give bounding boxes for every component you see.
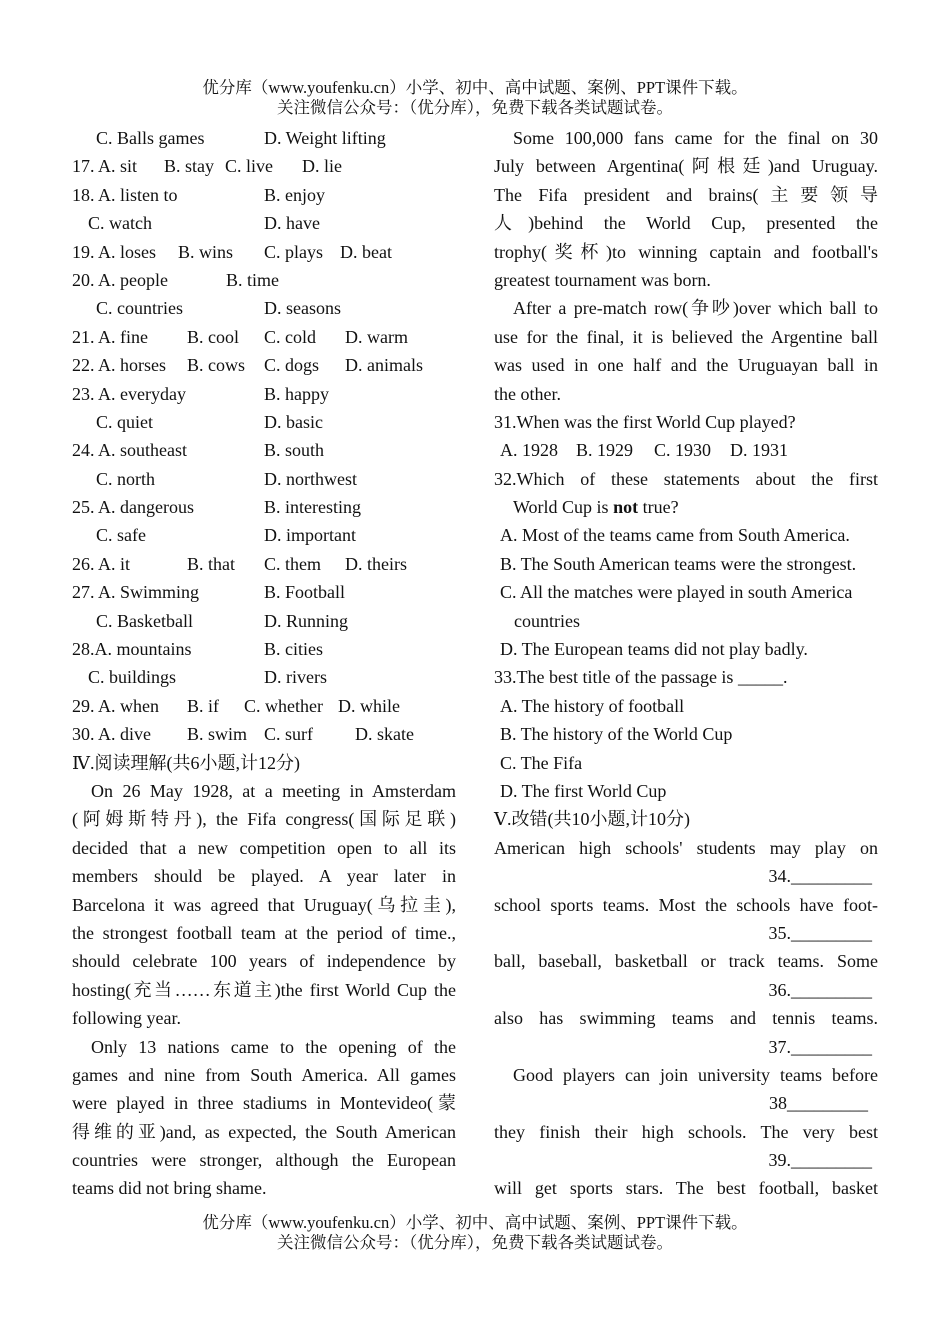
q16-option-c: C. Balls games — [96, 128, 205, 148]
q30-option-a: 30. A. dive — [72, 724, 151, 745]
error-line: ball, baseball, basketball or track teams. Some — [494, 951, 878, 972]
left-column — [72, 124, 456, 1203]
q23-option-a: 23. A. everyday — [72, 383, 186, 404]
q33-option-a: A. The history of football — [500, 695, 685, 716]
q23-option-d: D. basic — [264, 411, 323, 432]
passage-line: members should be played. A year later in — [72, 866, 456, 887]
q31-option-c: C. 1930 — [654, 440, 712, 461]
q32-option-a: A. Most of the teams came from South America. — [500, 525, 850, 546]
answer-blank[interactable]: 34._________ — [768, 866, 872, 887]
q27-option-d: D. Running — [264, 610, 349, 631]
q21-option-a: 21. A. fine — [72, 326, 148, 347]
header-line-2: 关注微信公众号：（优分库），免费下载各类试题试卷。 — [277, 98, 673, 117]
q29-option-c: C. whether — [244, 695, 323, 716]
q25-option-a: 25. A. dangerous — [72, 497, 194, 518]
q30-option-b: B. swim — [187, 724, 248, 745]
q27-row-2 — [72, 607, 456, 635]
passage-line: After a pre-match row(争吵)over which ball to — [513, 298, 878, 319]
q32-option-c: C. All the matches were played in south America — [500, 582, 853, 603]
q22-row — [72, 351, 456, 379]
error-line: they finish their high schools. The very best — [494, 1121, 878, 1142]
q25-option-b: B. interesting — [264, 497, 361, 518]
q18-row-2 — [72, 209, 456, 237]
q18-option-b: B. enjoy — [264, 184, 325, 205]
passage-line: trophy(奖杯)to winning captain and football's — [494, 241, 878, 262]
q32-stem-pre: World Cup is — [513, 497, 614, 518]
q23-row-1 — [72, 380, 456, 408]
q18-option-a: 18. A. listen to — [72, 184, 178, 205]
q28-row-2 — [72, 663, 456, 691]
q31-option-d: D. 1931 — [730, 440, 788, 461]
q33-option-b: B. The history of the World Cup — [500, 724, 733, 745]
q23-row-2 — [72, 408, 456, 436]
q26-option-a: 26. A. it — [72, 553, 131, 574]
q22-option-d: D. animals — [345, 355, 423, 376]
q31-stem: 31.When was the first World Cup played? — [494, 411, 796, 432]
q26-row — [72, 550, 456, 578]
q33-stem: 33.The best title of the passage is _____. — [494, 667, 788, 688]
passage-line: Some 100,000 fans came for the final on 30 — [513, 128, 878, 148]
passage-line: 得维的亚)and, as expected, the South American — [72, 1121, 456, 1142]
q20-option-b: B. time — [226, 269, 279, 290]
passage-line: should celebrate 100 years of independence by — [72, 951, 456, 972]
q29-option-a: 29. A. when — [72, 695, 159, 716]
q29-option-b: B. if — [187, 695, 220, 716]
q31-options-row — [494, 436, 878, 464]
error-line: school sports teams. Most the schools have foot- — [494, 894, 878, 915]
passage-line: (阿姆斯特丹), the Fifa congress(国际足联) — [72, 809, 456, 830]
section-5-heading: Ⅴ.改错(共10小题,计10分) — [494, 809, 690, 830]
q30-row — [72, 720, 456, 748]
right-column — [494, 124, 878, 1203]
q16-options-row — [72, 124, 456, 152]
q22-option-c: C. dogs — [264, 355, 320, 376]
q19-option-b: B. wins — [178, 241, 234, 262]
q30-option-c: C. surf — [264, 724, 313, 745]
q29-option-d: D. while — [338, 695, 400, 716]
q22-option-b: B. cows — [187, 355, 245, 376]
q28-option-c: C. buildings — [88, 667, 177, 688]
passage-line: 人)behind the World Cup, presented the — [494, 213, 878, 234]
header-line-1: 优分库（www.youfenku.cn）小学、初中、高中试题、案例、PPT课件下载。 — [202, 78, 748, 97]
q17-option-c: C. live — [225, 156, 273, 177]
passage-line: On 26 May 1928, at a meeting in Amsterdam — [91, 780, 456, 801]
q33-option-d: D. The first World Cup — [500, 780, 667, 801]
q26-option-c: C. them — [264, 553, 321, 574]
passage-line: games and nine from South America. All games — [72, 1064, 456, 1085]
answer-blank[interactable]: 37._________ — [768, 1036, 872, 1057]
q21-option-d: D. warm — [345, 326, 408, 347]
q20-option-d: D. seasons — [264, 298, 341, 319]
q23-option-c: C. quiet — [96, 411, 153, 432]
q24-option-d: D. northwest — [264, 468, 357, 489]
answer-blank[interactable]: 36._________ — [768, 979, 872, 1000]
error-line: will get sports stars. The best football, basket — [494, 1178, 878, 1199]
passage-line: Only 13 nations came to the opening of the — [91, 1036, 456, 1057]
q33-option-c: C. The Fifa — [500, 752, 583, 773]
q24-option-c: C. north — [96, 468, 156, 489]
passage-line: were played in three stadiums in Montevideo(蒙 — [72, 1093, 456, 1114]
q29-row — [72, 692, 456, 720]
q32-stem-cont — [494, 493, 878, 521]
q19-option-a: 19. A. loses — [72, 241, 157, 262]
q24-option-b: B. south — [264, 440, 325, 461]
q21-option-c: C. cold — [264, 326, 316, 347]
q32-not-emphasis: not — [613, 497, 639, 518]
q27-option-b: B. Football — [264, 582, 346, 603]
q28-option-b: B. cities — [264, 639, 323, 660]
passage-line: greatest tournament was born. — [494, 269, 711, 290]
q32-stem: 32.Which of these statements about the first — [494, 468, 878, 489]
page-header — [0, 78, 950, 118]
passage-line: teams did not bring shame. — [72, 1178, 267, 1199]
q28-row-1 — [72, 635, 456, 663]
q25-option-d: D. important — [264, 525, 356, 546]
q20-option-c: C. countries — [96, 298, 183, 319]
q26-option-d: D. theirs — [345, 553, 407, 574]
passage-line: use for the final, it is believed the Argentine ball — [494, 326, 878, 347]
passage-line: countries were stronger, although the European — [72, 1150, 456, 1171]
q30-option-d: D. skate — [355, 724, 414, 745]
passage-line: was used in one half and the Uruguayan ball in — [494, 355, 878, 376]
q27-option-c: C. Basketball — [96, 610, 193, 631]
answer-blank[interactable]: 35._________ — [768, 922, 872, 943]
error-line: American high schools' students may play on — [494, 837, 878, 858]
q31-option-a: A. 1928 — [500, 440, 558, 461]
q32-option-d: D. The European teams did not play badly. — [500, 639, 808, 660]
q18-row-1 — [72, 181, 456, 209]
q32-stem-post: true? — [638, 497, 679, 518]
passage-line: the other. — [494, 383, 561, 404]
error-line: Good players can join university teams before — [513, 1064, 878, 1085]
passage-line: hosting(充当……东道主)the first World Cup the — [72, 979, 456, 1000]
q27-option-a: 27. A. Swimming — [72, 582, 200, 603]
passage-line: July between Argentina(阿根廷)and Uruguay. — [494, 156, 878, 177]
q17-option-b: B. stay — [164, 156, 215, 177]
q28-option-d: D. rivers — [264, 667, 327, 688]
q18-option-c: C. watch — [88, 213, 152, 234]
q28-option-a: 28.A. mountains — [72, 639, 192, 660]
q18-option-d: D. have — [264, 213, 320, 234]
q19-option-c: C. plays — [264, 241, 324, 262]
q21-row — [72, 323, 456, 351]
q17-row — [72, 152, 456, 180]
passage-line: the strongest football team at the period of time., — [72, 922, 456, 943]
q25-option-c: C. safe — [96, 525, 146, 546]
q32-option-b: B. The South American teams were the strongest. — [500, 553, 857, 574]
q25-row-2 — [72, 521, 456, 549]
q22-option-a: 22. A. horses — [72, 355, 166, 376]
passage-line: following year. — [72, 1008, 181, 1029]
section-4-heading: Ⅳ.阅读理解(共6小题,计12分) — [72, 752, 300, 773]
passage-line: Barcelona it was agreed that Uruguay(乌拉圭), — [72, 894, 456, 915]
q21-option-b: B. cool — [187, 326, 239, 347]
answer-blank[interactable]: 39._________ — [768, 1150, 872, 1171]
q24-row-1 — [72, 436, 456, 464]
answer-blank[interactable]: 38_________ — [769, 1093, 868, 1114]
q20-row-2 — [72, 294, 456, 322]
passage-line: decided that a new competition open to all its — [72, 837, 456, 858]
q17-option-a: 17. A. sit — [72, 156, 138, 177]
q20-row-1 — [72, 266, 456, 294]
q32-option-c-cont: countries — [514, 610, 580, 631]
q23-option-b: B. happy — [264, 383, 329, 404]
q31-option-b: B. 1929 — [576, 440, 634, 461]
error-line: also has swimming teams and tennis teams. — [494, 1008, 878, 1029]
q19-option-d: D. beat — [340, 241, 392, 262]
q19-row — [72, 238, 456, 266]
q20-option-a: 20. A. people — [72, 269, 168, 290]
q16-option-d: D. Weight lifting — [264, 128, 386, 148]
q24-option-a: 24. A. southeast — [72, 440, 187, 461]
passage-line: The Fifa president and brains(主要领导 — [494, 184, 878, 205]
page-footer — [0, 1213, 950, 1253]
q25-row-1 — [72, 493, 456, 521]
q24-row-2 — [72, 465, 456, 493]
q26-option-b: B. that — [187, 553, 235, 574]
q27-row-1 — [72, 578, 456, 606]
q17-option-d: D. lie — [302, 156, 342, 177]
footer-line-2: 关注微信公众号：（优分库），免费下载各类试题试卷。 — [277, 1233, 673, 1252]
footer-line-1: 优分库（www.youfenku.cn）小学、初中、高中试题、案例、PPT课件下载。 — [202, 1213, 748, 1232]
